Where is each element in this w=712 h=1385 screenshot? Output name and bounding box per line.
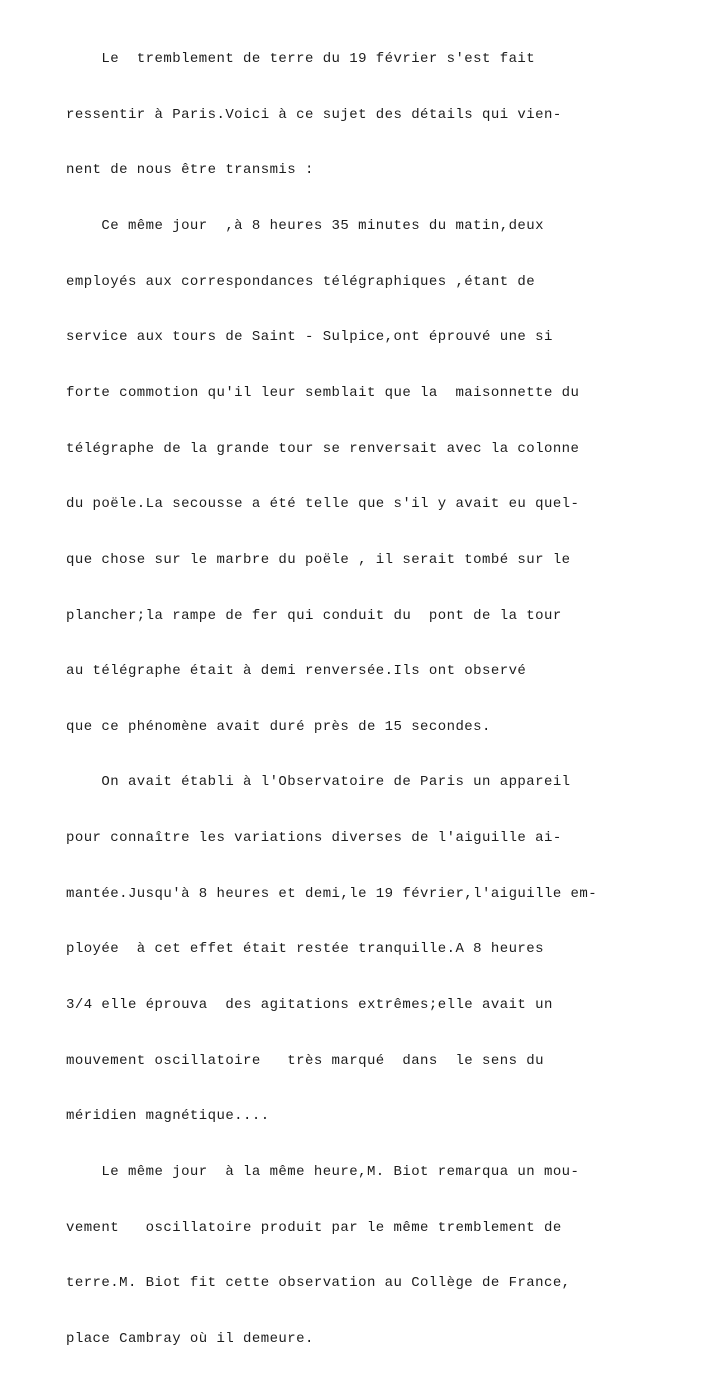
text-line: ressentir à Paris.Voici à ce sujet des détails qui vien- xyxy=(66,106,562,123)
text-line: méridien magnétique.... xyxy=(66,1108,270,1125)
text-line: plancher;la rampe de fer qui conduit du pont de la tour xyxy=(66,607,562,624)
text-line: vement oscillatoire produit par le même tremblement de xyxy=(66,1219,562,1236)
text-line: 3/4 elle éprouva des agitations extrêmes;elle avait un xyxy=(66,996,553,1013)
text-line: mantée.Jusqu'à 8 heures et demi,le 19 février,l'aiguille em- xyxy=(66,885,598,902)
text-line: Le même jour à la même heure,M. Biot remarqua un mou- xyxy=(66,1163,580,1180)
text-line: au télégraphe était à demi renversée.Ils ont observé xyxy=(66,663,527,680)
text-line: du poële.La secousse a été telle que s'il y avait eu quel- xyxy=(66,496,580,513)
text-line: employés aux correspondances télégraphiques ,étant de xyxy=(66,273,536,290)
text-line: On avait établi à l'Observatoire de Paris un appareil xyxy=(66,774,571,791)
text-line: forte commotion qu'il leur semblait que la maisonnette du xyxy=(66,384,580,401)
text-line: télégraphe de la grande tour se renversait avec la colonne xyxy=(66,440,580,457)
text-line: nent de nous être transmis : xyxy=(66,162,314,179)
text-line: Ce même jour ,à 8 heures 35 minutes du matin,deux xyxy=(66,218,544,235)
document-body xyxy=(66,13,597,1385)
text-line: que chose sur le marbre du poële , il serait tombé sur le xyxy=(66,551,571,568)
text-line: ployée à cet effet était restée tranquille.A 8 heures xyxy=(66,941,544,958)
text-line: service aux tours de Saint - Sulpice,ont éprouvé une si xyxy=(66,329,553,346)
text-line: Le tremblement de terre du 19 février s'est fait xyxy=(66,51,536,68)
text-line: que ce phénomène avait duré près de 15 secondes. xyxy=(66,718,491,735)
text-line: terre.M. Biot fit cette observation au Collège de France, xyxy=(66,1275,571,1292)
text-line: mouvement oscillatoire très marqué dans le sens du xyxy=(66,1052,544,1069)
text-line: pour connaître les variations diverses de l'aiguille ai- xyxy=(66,830,562,847)
text-line: place Cambray où il demeure. xyxy=(66,1330,314,1347)
